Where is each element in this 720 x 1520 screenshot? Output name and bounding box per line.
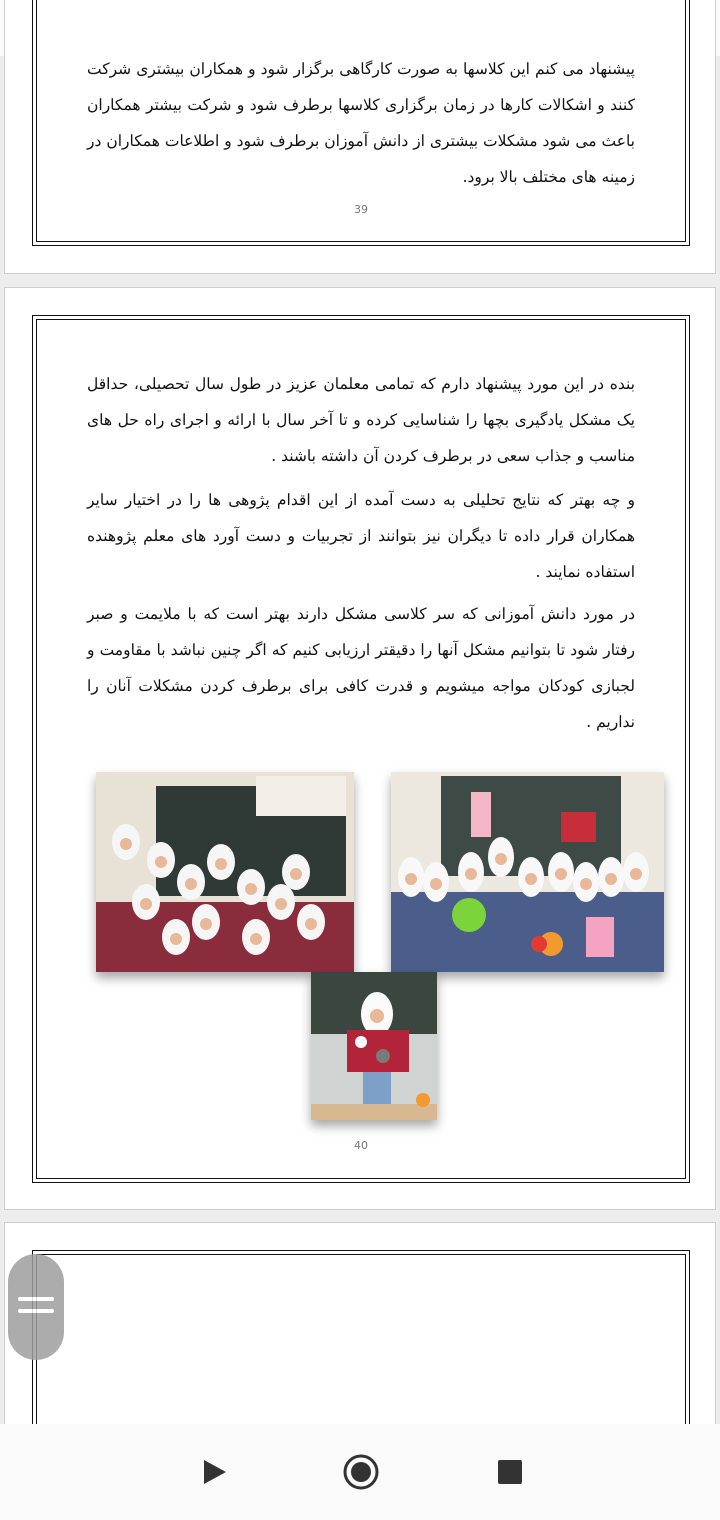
scroll-handle-icon[interactable]	[8, 1254, 64, 1360]
classroom-photo-right	[391, 772, 664, 972]
play-icon[interactable]	[202, 1458, 228, 1486]
page-40-paragraph-1: بنده در این مورد پیشنهاد دارم که تمامی معلمان عزیز در طول سال تحصیلی، حداقل یک مشکل یادگیری بچها را شناسایی کرده و تا آخر سال با ارائه و اجرای راه حل های مناسب و جذاب سعی در برطرف کردن آن داشته باشند .	[87, 375, 635, 465]
page-number: 39	[354, 203, 368, 216]
page-number: 40	[354, 1139, 368, 1152]
page-39-paragraph: پیشنهاد می کنم این کلاسها به صورت کارگاهی برگزار شود و همکاران بیشتری شرکت کنند و اشکالات کارها در زمان برگزاری کلاسها برطرف شود و شرکت بیشتر همکاران باعث می شود مشکلات بیشتری از دانش آموزان برطرف شود و اطلاعات همکاران در زمینه های مختلف بالا برود.	[87, 60, 635, 186]
student-photo	[311, 972, 437, 1120]
navigation-bar	[0, 1424, 720, 1520]
page-40-paragraph-2: و چه بهتر که نتایج تحلیلی به دست آمده از این اقدام پژوهی ها را در اختیار سایر همکاران قرار داده تا دیگران نیز بتوانند از تجربیات و دست آورد های معلم پژوهنده استفاده نمایند .	[87, 491, 635, 581]
classroom-photo-left	[96, 772, 354, 972]
page-40-paragraph-3: در مورد دانش آموزانی که سر کلاسی مشکل دارند بهتر است که با ملایمت و صبر رفتار شود تا بتوانیم مشکل آنها را دقیقتر ارزیابی کنیم که اگر چنین نباشد با مقاومت و لجبازی کودکان مواجه میشویم و قدرت کافی برای برطرف کردن مشکلات آنان را نداریم .	[87, 605, 635, 731]
document-page-39	[4, 0, 716, 274]
record-icon[interactable]	[342, 1453, 380, 1491]
stop-icon[interactable]	[497, 1459, 523, 1485]
document-page-40	[4, 287, 716, 1210]
